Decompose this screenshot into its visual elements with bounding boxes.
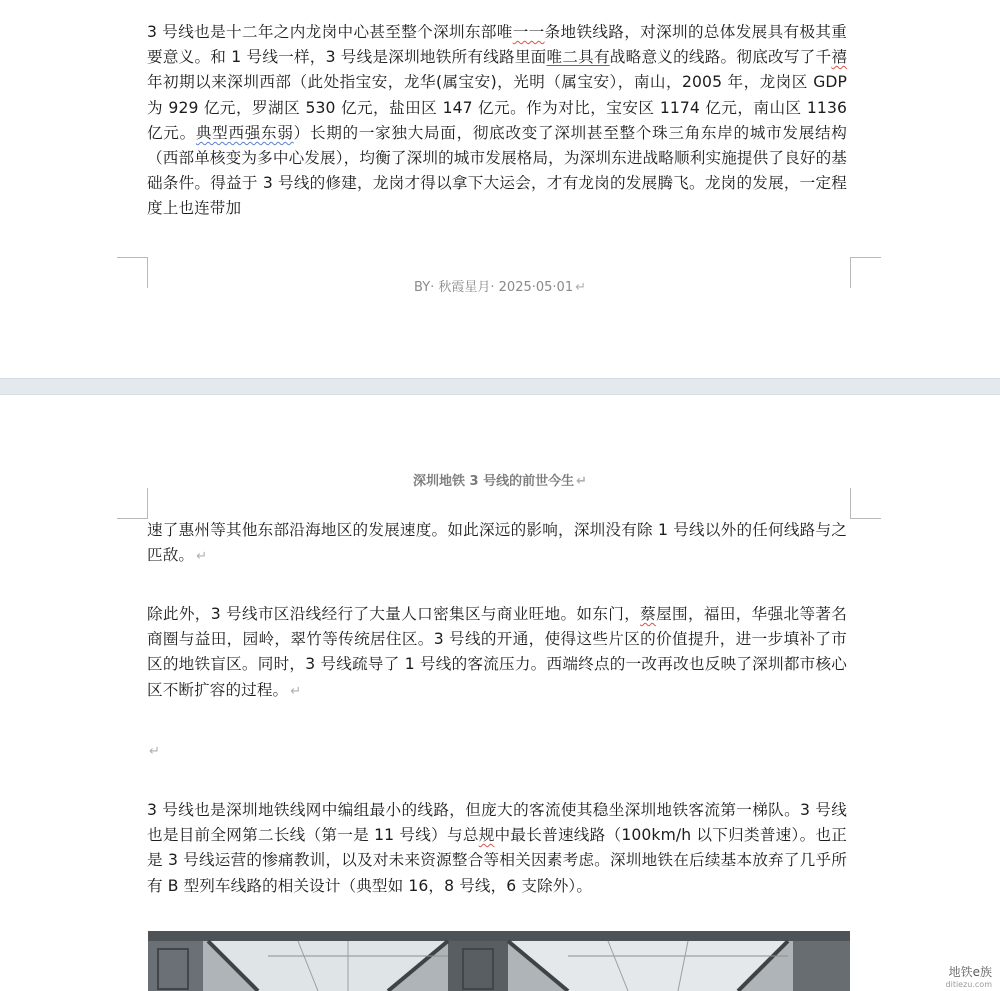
station-roof-illustration [148,931,850,991]
paragraph-urban-impact: 除此外，3 号线市区沿线经行了大量人口密集区与商业旺地。如东门，蔡屋围，福田，华强北等著名商圈与益田，园岭，翠竹等传统居住区。3 号线的开通，使得这些片区的价值提升，进一步填补了市区的地铁盲区。同时，3 号线疏导了 1 号线的客流压力。西端终点的一改再改也反映了深圳都市核心区不断扩容的过程。 ↵ [147,605,847,699]
header-margin-corner-right [850,488,881,519]
paragraph-train-formation: 3 号线也是深圳地铁线网中编组最小的线路，但庞大的客流使其稳坐深圳地铁客流第一梯队。3 号线也是目前全网第二长线（第一是 11 号线）与总规中最长普速线路（100km/h 以下归类普速）。也正是 3 号线运营的惨痛教训，以及对未来资源整合等相关因素考虑。深圳地铁在后续基本放弃了几乎所有 B 型列车线路的相关设计（典型如 16，8 号线，6 支除外）。 [147,801,847,895]
site-watermark: 地铁e族 ditiezu.com [945,965,992,989]
paragraph-continued: 速了惠州等其他东部沿海地区的发展速度。如此深远的影响，深圳没有除 1 号线以外的任何线路与之匹敌。 ↵ [147,521,847,565]
document-page-1 [0,0,1000,378]
paragraph-mark: ↵ [149,744,160,759]
page-separator [0,378,1000,395]
paragraph-mark: ↵ [196,549,208,565]
paragraph-mark: ↵ [290,683,302,699]
page-footer: BY· 秋霞星月· 2025·05·01 ↵ [413,280,587,295]
page-header: 深圳地铁 3 号线的前世今生 ↵ [412,474,587,489]
station-photo [148,931,850,991]
empty-paragraph [147,738,847,764]
header-margin-corner-left [117,488,148,519]
document-page-2 [0,395,1000,991]
paragraph-page1: 3 号线也是十二年之内龙岗中心甚至整个深圳东部唯一一条地铁线路，对深圳的总体发展具有极其重要意义。和 1 号线一样，3 号线是深圳地铁所有线路里面唯二具有战略意义的线路。彻底改写了千禧年初期以来深圳西部（此处指宝安，龙华(属宝安)，光明（属宝安），南山，2005 年，龙岗区 GDP 为 929 亿元，罗湖区 530 亿元，盐田区 147 亿元。作为对比，宝安区 1174 亿元，南山区 1136 亿元。典型西强东弱）长期的一家独大局面，彻底改变了深圳甚至整个珠三角东岸的城市发展结构（西部单核变为多中心发展），均衡了深圳的城市发展格局，为深圳东进战略顺利实施提供了良好的基础条件。得益于 3 号线的修建，龙岗才得以拿下大运会，才有龙岗的发展腾飞。龙岗的发展，一定程度上也连带加 [147,23,848,218]
